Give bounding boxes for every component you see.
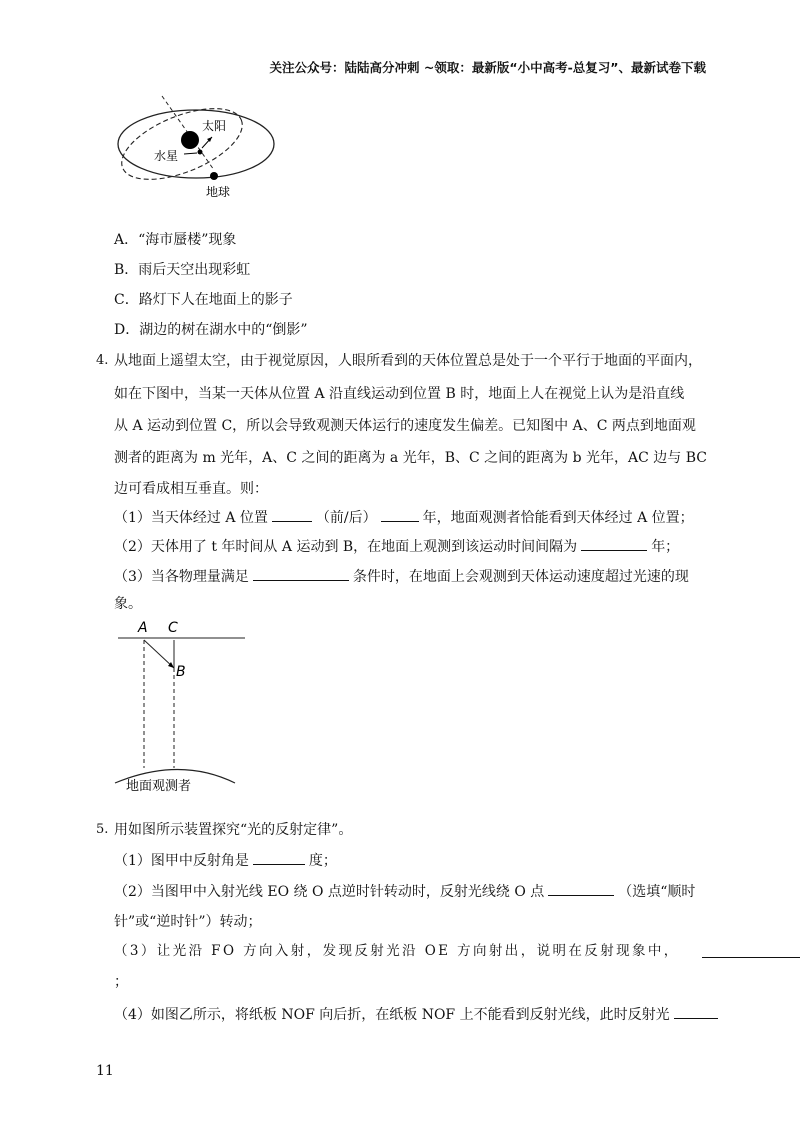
option-a: A．“海市蜃楼”现象 xyxy=(114,232,237,248)
q5-sub4-blank[interactable] xyxy=(674,1004,718,1019)
earth-label: 地球 xyxy=(206,185,231,199)
page-number: 11 xyxy=(96,1063,114,1079)
q4-sub3 xyxy=(114,566,689,587)
orbit-figure xyxy=(112,92,282,207)
option-d: D．湖边的树在湖水中的“倒影” xyxy=(114,322,308,338)
q4-sub1-blank-1[interactable] xyxy=(272,507,312,522)
q4-sub3-cont: 象。 xyxy=(114,596,142,612)
page-header: 关注公众号：陆陆高分冲刺 ~领取：最新版“小中高考-总复习”、最新试卷下载 xyxy=(269,60,706,75)
q5-sub1-text-a: （1）图甲中反射角是 xyxy=(114,853,249,869)
q4-sub1-text-b: （前/后） xyxy=(315,510,377,526)
q4-sub3-text-b: 条件时，在地面上会观测到天体运动速度超过光速的现 xyxy=(352,569,689,585)
q4-stem-line-5: 边可看成相互垂直。则： xyxy=(114,481,268,497)
sun-label: 太阳 xyxy=(202,119,227,133)
mercury-icon xyxy=(198,150,203,155)
q4-stem-line-1: 从地面上遥望太空，由于视觉原因，人眼所看到的天体位置总是处于一个平行于地面的平面内， xyxy=(114,353,702,369)
q4-sub2 xyxy=(114,536,679,557)
option-b: B．雨后天空出现彩虹 xyxy=(114,262,251,278)
q5-sub3-text: （3）让光沿 FO 方向入射，发现反射光沿 OE 方向射出，说明在反射现象中， xyxy=(114,943,680,959)
q4-stem-line-2: 如在下图中，当某一天体从位置 A 沿直线运动到位置 B 时，地面上人在视觉上认为是沿直线 xyxy=(114,386,685,402)
point-c-label: C xyxy=(168,620,178,636)
q4-sub1-text-c: 年，地面观测者恰能看到天体经过 A 位置； xyxy=(422,510,694,526)
q4-sub2-text-a: （2）天体用了 t 年时间从 A 运动到 B，在地面上观测到该运动时间间隔为 xyxy=(114,539,578,555)
q4-sub1-text-a: （1）当天体经过 A 位置 xyxy=(114,510,268,526)
sun-icon xyxy=(181,131,199,149)
q4-sub2-blank[interactable] xyxy=(581,536,647,551)
q5-sub1-text-b: 度； xyxy=(308,853,337,869)
q4-sub2-text-b: 年； xyxy=(651,539,680,555)
abc-figure xyxy=(110,618,250,796)
q5-sub3-blank[interactable] xyxy=(702,943,800,958)
q5-sub3-end: ； xyxy=(114,974,128,990)
q5-stem: 用如图所示装置探究“光的反射定律”。 xyxy=(114,822,353,838)
question-number-5: 5. xyxy=(96,822,109,837)
q4-sub3-text-a: （3）当各物理量满足 xyxy=(114,569,249,585)
q5-sub1 xyxy=(114,850,337,871)
point-a-label: A xyxy=(138,620,148,636)
point-b-label: B xyxy=(176,664,186,680)
q4-sub1 xyxy=(114,507,694,528)
question-number-4: 4. xyxy=(96,353,109,368)
q4-sub3-blank[interactable] xyxy=(253,566,349,581)
q5-sub2 xyxy=(114,881,695,902)
q4-stem-line-4: 测者的距离为 m 光年，A、C 之间的距离为 a 光年，B、C 之间的距离为 b 光年，AC 边与 BC xyxy=(114,450,707,466)
observer-label: 地面观测者 xyxy=(126,779,192,794)
mercury-label: 水星 xyxy=(154,149,179,163)
q5-sub4 xyxy=(114,1004,722,1025)
q5-sub2-text-a: （2）当图甲中入射光线 EO 绕 O 点逆时针转动时，反射光线绕 O 点 xyxy=(114,884,545,900)
q4-stem-line-3: 从 A 运动到位置 C，所以会导致观测天体运行的速度发生偏差。已知图中 A、C 两点到地面观 xyxy=(114,418,696,434)
q5-sub2-cont: 针”或“逆时针”）转动； xyxy=(114,914,262,930)
earth-icon xyxy=(210,172,218,180)
q5-sub3 xyxy=(114,941,680,961)
q5-sub4-text: （4）如图乙所示，将纸板 NOF 向后折，在纸板 NOF 上不能看到反射光线，此时反射光 xyxy=(114,1007,670,1023)
q5-sub2-text-b: （选填“顺时 xyxy=(618,884,696,900)
option-c: C．路灯下人在地面上的影子 xyxy=(114,292,293,308)
q5-sub2-blank[interactable] xyxy=(548,881,614,896)
q4-sub1-blank-2[interactable] xyxy=(381,507,419,522)
q5-sub1-blank[interactable] xyxy=(253,850,305,865)
